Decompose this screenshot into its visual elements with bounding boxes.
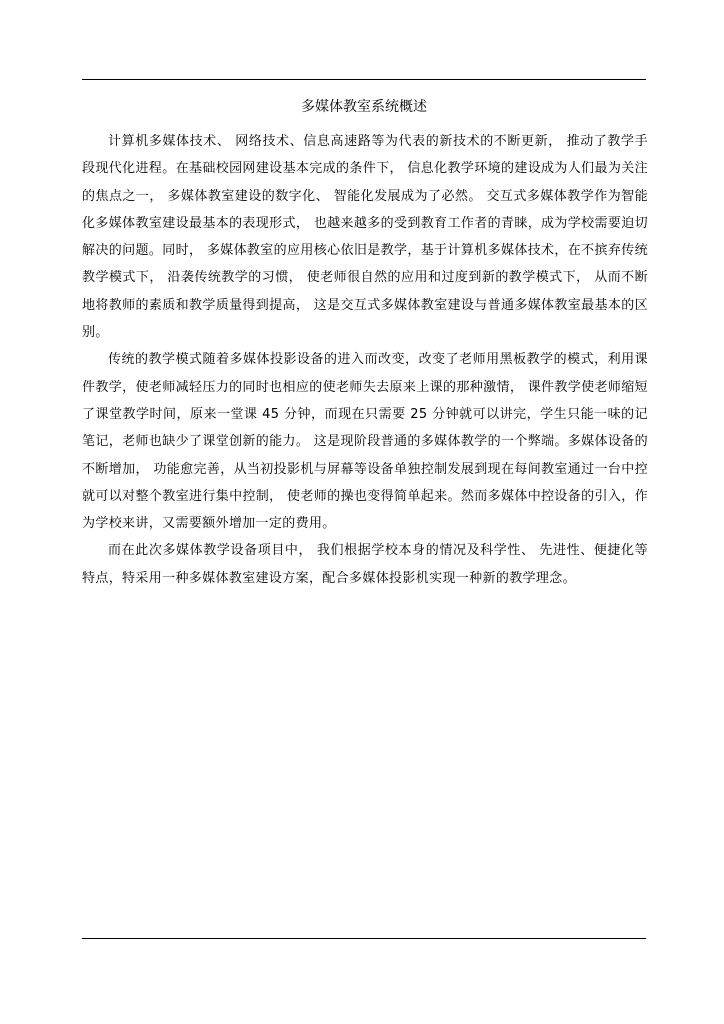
header-rule [82,79,646,80]
paragraph-2: 传统的教学模式随着多媒体投影设备的进入而改变，改变了老师用黑板教学的模式，利用课件教学，使老师减轻压力的同时也相应的使老师失去原来上课的那种激情， 课件教学使老师缩短了课堂教学时间，原来一堂课 45 分钟，而现在只需要 25 分钟就可以讲完，学生只能一味的记笔记，老师也缺少了课堂创新的能力。 这是现阶段普通的多媒体教学的一个弊端。多媒体设备的不断增加， 功能愈完善，从当初投影机与屏幕等设备单独控制发展到现在每间教室通过一台中控就可以对整个教室进行集中控制， 使老师的操也变得简单起来。然而多媒体中控设备的引入，作为学校来讲，又需要额外增加一定的费用。 [82,352,648,532]
paragraph-3: 而在此次多媒体教学设备项目中， 我们根据学校本身的情况及科学性、 先进性、便捷化等特点，特采用一种多媒体教室建设方案，配合多媒体投影机实现一种新的教学理念。 [82,543,648,586]
document-title: 多媒体教室系统概述 [301,99,427,115]
paragraph-1: 计算机多媒体技术、 网络技术、信息高速路等为代表的新技术的不断更新， 推动了教学手段现代化进程。在基础校园网建设基本完成的条件下， 信息化教学环境的建设成为人们最为关注的焦点之一， 多媒体教室建设的数字化、 智能化发展成为了必然。 交互式多媒体教学作为智能化多媒体教室建设最基本的表现形式， 也越来越多的受到教育工作者的青睐，成为学校需要迫切解决的问题。同时， 多媒体教室的应用核心依旧是教学，基于计算机多媒体技术，在不摈弃传统教学模式下， 沿袭传统教学的习惯， 使老师很自然的应用和过度到新的教学模式下， 从而不断地将教师的素质和教学质量得到提高， 这是交互式多媒体教室建设与普通多媒体教室最基本的区别。 [82,134,648,341]
footer-rule [82,938,646,939]
document-body [82,128,648,592]
